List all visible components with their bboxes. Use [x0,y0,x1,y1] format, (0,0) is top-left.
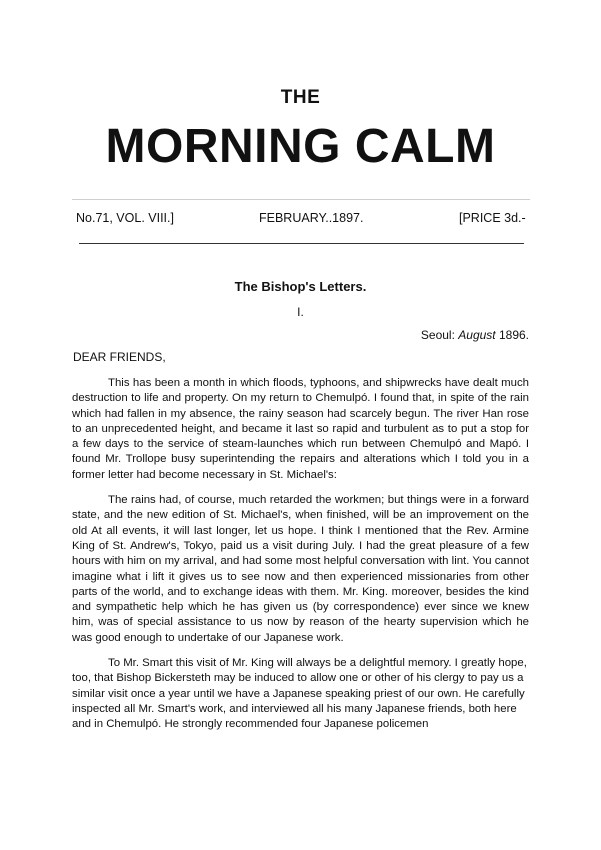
dateline [421,328,529,342]
issue-number: No.71, VOL. VIII.] [76,211,174,225]
issue-date: FEBRUARY..1897. [259,211,364,225]
masthead-title: MORNING CALM [105,120,496,173]
letter-numeral: I. [297,305,304,319]
masthead-the: THE [280,87,321,108]
paragraph-3: To Mr. Smart this visit of Mr. King will always be a delightful memory. I greatly hope, too, that Bishop Bickersteth may be induced to allow one or other of his clergy to pay us a similar visit once a year until we have a Japanese speaking priest of our own. He carefully inspected all Mr. Smart's work, and interviewed all his many Japanese friends, both here and in Chemulpó. He strongly recommended four Japanese policemen [72,657,527,731]
dateline-month: August [458,328,496,342]
paragraph-1: This has been a month in which floods, typhoons, and shipwrecks have dealt much destruction to life and property. On my return to Chemulpó. I found that, in spite of the rain which had fallen in my absence, the rainy season had scarcely begun. The river Han rose to an unprecedented height, and became it last so rapid and turbulent as to put a stop for a few days to the service of steam-launches which run between Chemulpó and Mapó. I found Mr. Trollope busy superintending the repairs and alterations which I told you in a former letter had become necessary in St. Michael's: [72,377,529,481]
article-heading: The Bishop's Letters. [234,279,367,294]
article-body [72,376,529,743]
issue-divider [79,243,524,244]
masthead-divider [72,199,530,200]
dateline-place: Seoul: [420,328,455,342]
dateline-year: 1896. [498,328,529,342]
paragraph-2: The rains had, of course, much retarded the workmen; but things were in a forward state, and the new edition of St. Michael's, when finished, will be an improvement on the old At all events, it will last longer, let us hope. I think I mentioned that the Rev. Armine King of St. Andrew's, Tokyo, paid us a visit during July. I had the great pleasure of a few hours with him on my arrival, and had some most helpful conversation with lint. You cannot imagine what i lift it gives us to see now and then experienced missionaries from other parts of the world, and to exchange ideas with them. Mr. King. moreover, besides the kind and sympathetic help which he has given us (by correspondence) ever since we knew him, was of special assistance to us now by reason of the hearty supervision which he was good enough to undertake of our Japanese work. [72,494,529,644]
issue-price: [PRICE 3d.- [459,211,526,225]
salutation: DEAR FRIENDS, [73,350,166,364]
